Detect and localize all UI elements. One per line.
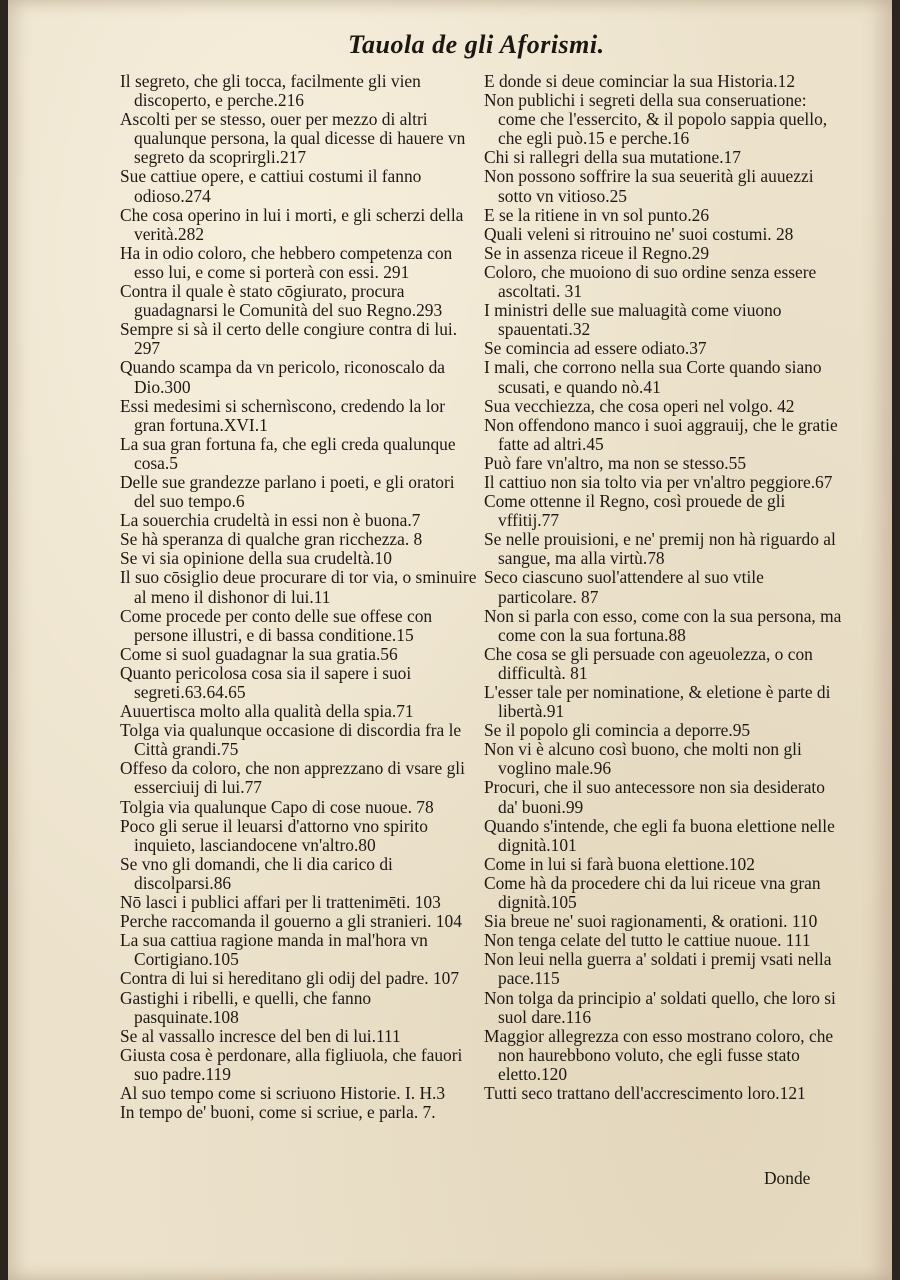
index-entry: Se vi sia opinione della sua crudeltà.10 [120, 548, 392, 569]
index-column-left [120, 72, 478, 1122]
index-entry: Gastighi i ribelli, e quelli, che fanno pasquinate.108 [120, 987, 372, 1027]
index-entry: La sua gran fortuna fa, che egli creda qualunque cosa.5 [120, 433, 456, 473]
index-entry: Offeso da coloro, che non apprezzano di vsare gli esserciuij di lui.77 [120, 758, 465, 798]
index-entry: Quando s'intende, che egli fa buona elettione nelle dignità.101 [484, 815, 835, 855]
index-entry: Sue cattiue opere, e cattiui costumi il fanno odioso.274 [120, 166, 422, 206]
index-entry: Coloro, che muoiono di suo ordine senza essere ascoltati. 31 [484, 261, 817, 302]
index-entry: I mali, che corrono nella sua Corte quando siano scusati, e quando nò.41 [484, 357, 822, 397]
book-page [8, 0, 892, 1280]
index-entry: Sia breue ne' suoi ragionamenti, & orationi. 110 [484, 911, 818, 932]
index-entry: Quali veleni si ritrouino ne' suoi costumi. 28 [484, 223, 794, 244]
index-entry: Non vi è alcuno così buono, che molti non gli voglino male.96 [484, 739, 802, 779]
index-entry: Contra di lui si hereditano gli odij del padre. 107 [120, 968, 460, 989]
index-entry: Se al vassallo increscе del ben di lui.111 [120, 1025, 401, 1046]
index-entry: Seco ciascuno suol'attendere al suo vtile particolare. 87 [484, 567, 764, 607]
index-entry: La sua cattiua ragione manda in mal'hora vn Cortigiano.105 [120, 930, 428, 970]
index-entry: Nō lasci i publici affari per li trattenimēti. 103 [120, 892, 441, 913]
index-entry: Non publichi i segreti della sua conseruatione: come che l'essercito, & il popolo sappia quello, che egli può.15 e perche.16 [484, 90, 828, 149]
index-entry: Perche raccomanda il gouerno a gli stranieri. 104 [120, 911, 462, 932]
index-entry: Non leui nella guerra a' soldati i premij vsati nella pace.115 [484, 949, 832, 989]
index-entry: Tutti seco trattano dell'accrescimento loro.121 [484, 1082, 806, 1103]
index-entry: Che cosa se gli persuade con ageuolezza, o con difficultà. 81 [484, 643, 813, 683]
index-entry: Delle sue grandezze parlano i poeti, e gli oratori del suo tempo.6 [120, 471, 455, 512]
index-entry: Giusta cosa è perdonare, alla figliuola, che fauori suo padre.119 [120, 1044, 463, 1084]
index-entry: Quando scampa da vn pericolo, riconoscalo da Dio.300 [120, 357, 445, 397]
index-entry: Non si parla con esso, come con la sua persona, ma come con la sua fortuna.88 [484, 605, 842, 645]
index-entry: Sua vecchiezza, che cosa operi nel volgo. 42 [484, 395, 795, 416]
index-entry: Se comincia ad essere odiato.37 [484, 338, 707, 359]
index-entry: Non possono soffrire la sua seuerità gli auuezzi sotto vn vitioso.25 [484, 166, 814, 206]
index-entry: Non tolga da principio a' soldati quello, che loro si suol dare.116 [484, 987, 836, 1027]
index-entry: Come in lui si farà buona elettione.102 [484, 853, 755, 874]
index-entry: Che cosa operino in lui i morti, e gli scherzi della verità.282 [120, 204, 464, 244]
index-entry: Maggior allegrezza con esso mostrano coloro, che non haurebbono voluto, che egli fusse stato eletto.120 [484, 1025, 834, 1084]
catchword: Donde [764, 1168, 811, 1188]
index-entry: Se nelle prouisioni, e ne' premij non hà riguardo al sangue, ma alla virtù.78 [484, 529, 836, 569]
index-entry: Al suo tempo come si scriuono Historie. I. H.3 [120, 1082, 446, 1103]
index-entry: Come hà da procedere chi da lui riceue vna gran dignità.105 [484, 872, 821, 913]
running-head: Tauola de gli Aforismi. [348, 30, 605, 59]
index-entry: Il suo cōsiglio deue procurare di tor via, o sminuire al meno il dishonor di lui.11 [120, 567, 477, 607]
index-entry: E donde si deue cominciar la sua Historia.12 [484, 71, 796, 91]
index-entry: L'esser tale per nominatione, & eletione è parte di libertà.91 [484, 682, 831, 722]
index-entry: I ministri delle sue maluagità come viuono spauentati.32 [484, 300, 782, 340]
index-entry: E se la ritiene in vn sol punto.26 [484, 204, 710, 225]
index-entry: Poco gli serue il leuarsi d'attorno vno spirito inquieto, lasciandocene vn'altro.80 [120, 815, 428, 855]
index-entry: Ascolti per se stesso, ouer per mezzo di altri qualunque persona, la qual dicesse di hauere vn segreto da scoprirgli.217 [120, 109, 466, 168]
index-entry: Ha in odio coloro, che hebbero competenza con esso lui, e come si porterà con essi. 291 [120, 242, 453, 282]
index-entry: Se vno gli domandi, che li dia carico di discolparsi.86 [120, 853, 393, 893]
index-entry: Il cattiuo non sia tolto via per vn'altro peggiore.67 [484, 471, 833, 492]
index-entry: La souerchia crudeltà in essi non è buona.7 [120, 510, 421, 531]
index-entry: Chi si rallegri della sua mutatione.17 [484, 147, 741, 168]
index-entry: Come ottenne il Regno, così prouede de gli vffitij.77 [484, 491, 786, 531]
index-entry: Quanto pericolosa cosa sia il sapere i suoi segreti.63.64.65 [120, 662, 412, 702]
index-entry: Se hà speranza di qualche gran ricchezza. 8 [120, 529, 423, 550]
index-entry: Auuertisca molto alla qualità della spia.71 [120, 701, 414, 722]
index-entry: Essi medesimi si schernìscono, credendo la lor gran fortuna.XVI.1 [120, 395, 446, 435]
index-entry: Come procede per conto delle sue offese con persone illustri, e di bassa conditione.15 [120, 605, 433, 645]
index-entry: Contra il quale è stato cōgiurato, procura guadagnarsi le Comunità del suo Regno.293 [120, 281, 443, 321]
index-entry: Può fare vn'altro, ma non se stesso.55 [484, 452, 747, 473]
index-column-right [484, 72, 844, 1103]
index-entry: Il segreto, che gli tocca, facilmente gli vien discoperto, e perche.216 [120, 71, 421, 111]
index-entry: Se in assenza riceue il Regno.29 [484, 242, 710, 263]
index-entry: Tolgia via qualunque Capo di cose nuoue. 78 [120, 796, 434, 817]
index-entry: Procuri, che il suo antecessore non sia desiderato da' buoni.99 [484, 777, 825, 817]
index-entry: Non offendono manco i suoi aggrauij, che le gratie fatte ad altri.45 [484, 414, 838, 454]
index-entry: Come si suol guadagnar la sua gratia.56 [120, 643, 398, 664]
index-entry: Sempre si sà il certo delle congiure contra di lui. 297 [120, 319, 458, 359]
index-entry: Non tenga celate del tutto le cattiue nuoue. 111 [484, 930, 811, 951]
index-entry: In tempo de' buoni, come si scriue, e parla. 7. [120, 1102, 436, 1123]
index-entry: Tolga via qualunque occasione di discordia fra le Città grandi.75 [120, 720, 462, 760]
index-entry: Se il popolo gli comincia a deporre.95 [484, 720, 751, 741]
